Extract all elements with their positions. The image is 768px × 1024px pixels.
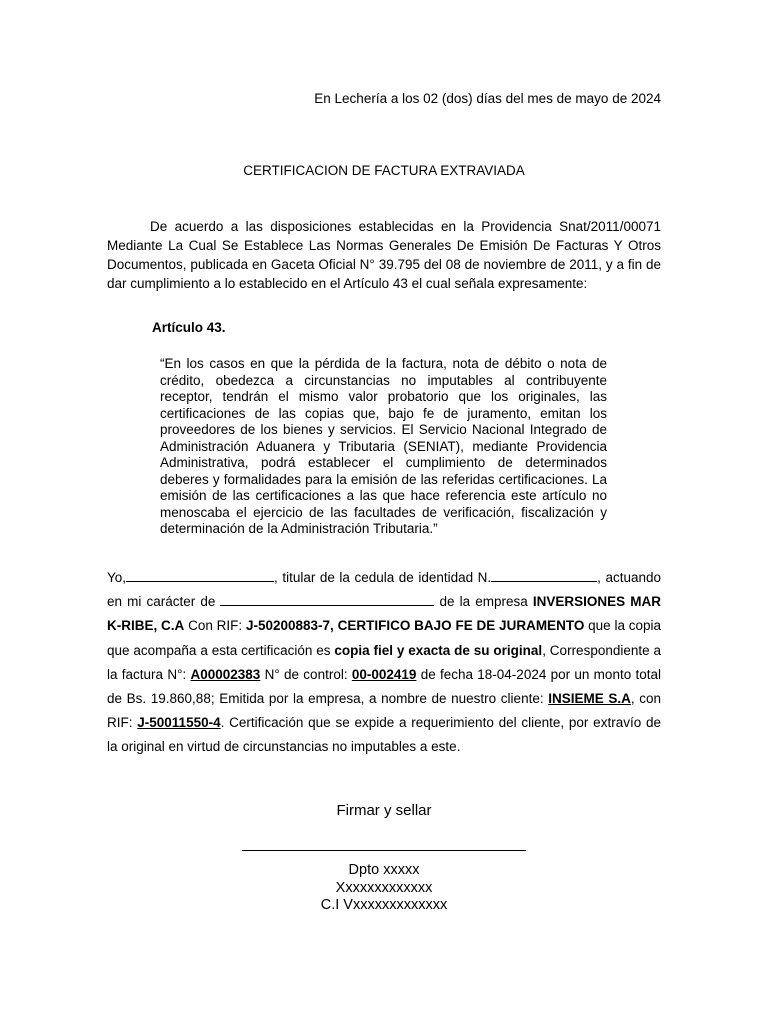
cert-text: de la empresa (434, 594, 533, 610)
article-quote: “En los casos en que la pérdida de la factura, nota de débito o nota de crédito, obedezca a circunstancias no imputables al contribuyente receptor, tendrán el mismo valor probatorio que los originales, las certificaciones de las copias que, bajo fe de juramento, emitan los proveedores de los bienes y servicios. El Servicio Nacional Integrado de Administración Aduanera y Tributaria (SENIAT), mediante Providencia Administrativa, podrá establecer el cumplimiento de determinados deberes y formalidades para la emisión de las referidas certificaciones. La emisión de las certificaciones a las que hace referencia este artículo no menoscaba el ejercicio de las facultades de verificación, fiscalización y determinación de la Administración Tributaria.” (160, 356, 607, 536)
signature-name: Xxxxxxxxxxxxx (335, 879, 433, 896)
cert-text: Yo, (107, 570, 127, 585)
name-blank (126, 569, 274, 582)
company-name: INVERSIONES MAR K-RIBE, C.A (107, 594, 661, 634)
cert-text: N° de control: (260, 666, 352, 682)
signature-block (0, 862, 768, 915)
client-name: INSIEME S.A (548, 691, 631, 707)
id-number-blank (491, 569, 597, 582)
article-heading: Artículo 43. (152, 320, 226, 335)
date-line: En Lechería a los 02 (dos) días del mes de mayo de 2024 (314, 91, 661, 106)
cert-text: , actuando en mi carácter de (107, 570, 661, 610)
signature-id: C.I Vxxxxxxxxxxxxx (320, 897, 448, 913)
company-rif-statement: J-50200883-7, CERTIFICO BAJO FE DE JURAMENTO (245, 618, 585, 634)
cert-text: de fecha 18-04-2024 por un monto total de Bs. 19.860,88; Emitida por la empresa, a nombre de nuestro cliente: (107, 666, 661, 707)
signature-dept: Dpto xxxxx (348, 862, 420, 878)
client-rif: J-50011550-4 (137, 715, 221, 731)
intro-paragraph: De acuerdo a las disposiciones establecidas en la Providencia Snat/2011/00071 Mediante La Cual Se Establece Las Normas Generales De Emisión De Facturas Y Otros Documentos, publicada en Gaceta Oficial N° 39.795 del 08 de noviembre de 2011, y a fin de dar cumplimiento a lo establecido en el Artículo 43 el cual señala expresamente: (107, 219, 661, 291)
cert-text: Con RIF: (184, 618, 246, 634)
cert-text: , titular de la cedula de identidad N. (274, 570, 492, 585)
document-title: CERTIFICACION DE FACTURA EXTRAVIADA (243, 163, 525, 178)
copy-statement: copia fiel y exacta de su original (334, 642, 543, 658)
signature-line (242, 850, 526, 851)
cert-text: , Correspondiente a la factura N°: (107, 642, 662, 682)
cert-text: , con RIF: (107, 691, 661, 731)
cert-text: que la copia que acompaña a esta certificación es (107, 618, 662, 658)
cert-text: . Certificación que se expide a requerimiento del cliente, por extravío de la original en virtud de circunstancias no imputables a este. (107, 715, 661, 755)
invoice-number: A00002383 (190, 666, 261, 682)
role-blank (220, 593, 434, 606)
control-number: 00-002419 (351, 666, 417, 682)
sign-label: Firmar y sellar (336, 802, 432, 819)
certification-paragraph (107, 566, 661, 760)
